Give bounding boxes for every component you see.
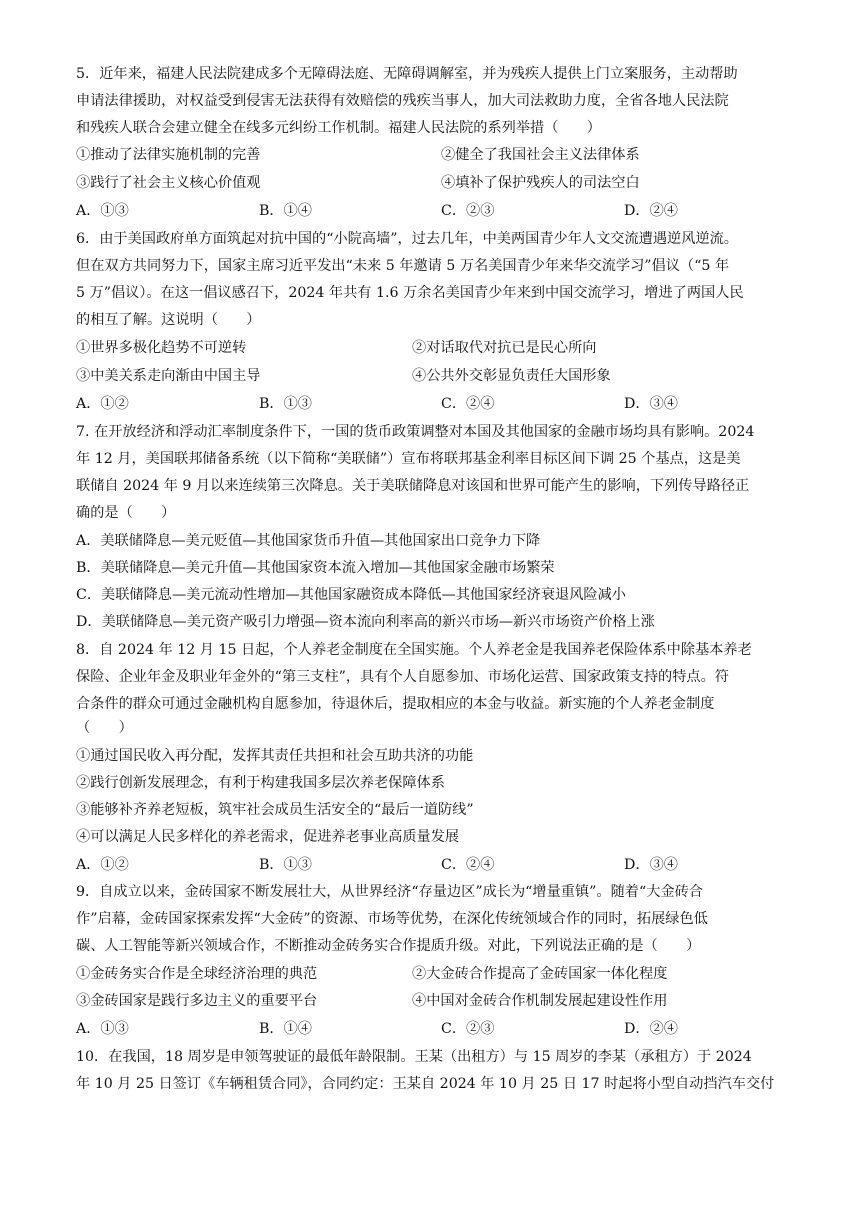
q5-statement-4: ④填补了保护残疾人的司法空白 [441,175,640,191]
q6-stem-line-4: 的相互了解。这说明（ ） [76,312,261,328]
q7-option-d: D．美联储降息—美元资产吸引力增强—资本流向利率高的新兴市场—新兴市场资产价格上涨 [76,614,655,630]
q9-option-a: A．①③ [76,1021,129,1037]
q6-option-a: A．①② [76,396,129,412]
q7-stem-line-4: 确的是（ ） [76,505,176,521]
q8-option-d: D．③④ [624,857,678,873]
q7-stem-line-3: 联储自 2024 年 9 月以来连续第三次降息。关于美联储降息对该国和世界可能产生的影响，下列传导路径正 [76,478,750,494]
q9-option-b: B．①④ [259,1021,312,1037]
q7-option-a: A．美联储降息—美元贬值—其他国家货币升值—其他国家出口竞争力下降 [76,533,541,549]
q6-statement-2: ②对话取代对抗已是民心所向 [412,340,597,356]
q6-option-b: B．①③ [259,396,312,412]
q8-statement-1: ①通过国民收入再分配，发挥其责任共担和社会互助共济的功能 [76,748,474,764]
q8-statement-2: ②践行创新发展理念，有利于构建我国多层次养老保障体系 [76,775,445,791]
q5-statement-3: ③践行了社会主义核心价值观 [76,175,261,191]
q5-stem-line-3: 和残疾人联合会建立健全在线多元纠纷工作机制。福建人民法院的系列举措（ ） [76,120,601,136]
q8-stem-line-1: 8．自 2024 年 12 月 15 日起，个人养老金制度在全国实施。个人养老金是我国养老保险体系中除基本养老 [76,642,752,658]
q6-statement-1: ①世界多极化趋势不可逆转 [76,340,247,356]
q5-stem-line-2: 申请法律援助，对权益受到侵害无法获得有效赔偿的残疾当事人，加大司法救助力度，全省各地人民法院 [76,93,729,109]
q10-stem-line-2: 年 10 月 25 日签订《车辆租赁合同》，合同约定：王某自 2024 年 10 月 25 日 17 时起将小型自动挡汽车交付 [76,1076,775,1092]
q9-stem-line-1: 9．自成立以来，金砖国家不断发展壮大，从世界经济“存量边区”成长为“增量重镇”。随着“大金砖合 [76,884,703,900]
q7-stem-line-1: 7. 在开放经济和浮动汇率制度条件下，一国的货币政策调整对本国及其他国家的金融市场均具有影响。2024 [76,424,755,440]
q8-stem-line-4: （ ） [76,720,133,736]
q6-statement-3: ③中美关系走向渐由中国主导 [76,368,261,384]
q8-option-a: A．①② [76,857,129,873]
q8-option-b: B．①③ [259,857,312,873]
q9-statement-1: ①金砖务实合作是全球经济治理的典范 [76,966,318,982]
q7-option-c: C．美联储降息—美元流动性增加—其他国家融资成本降低—其他国家经济衰退风险减小 [76,587,626,603]
q9-statement-4: ④中国对金砖合作机制发展起建设性作用 [412,993,668,1009]
q5-stem-line-1: 5．近年来，福建人民法院建成多个无障碍法庭、无障碍调解室，并为残疾人提供上门立案服务，主动帮助 [76,66,738,82]
q6-stem-line-1: 6．由于美国政府单方面筑起对抗中国的“小院高墙”，过去几年，中美两国青少年人文交流遭遇逆风逆流。 [76,231,738,247]
q9-statement-3: ③金砖国家是践行多边主义的重要平台 [76,993,318,1009]
q10-stem-line-1: 10．在我国，18 周岁是申领驾驶证的最低年龄限制。王某（出租方）与 15 周岁的李某（承租方）于 2024 [76,1049,752,1065]
q6-stem-line-2: 但在双方共同努力下，国家主席习近平发出“未来 5 年邀请 5 万名美国青少年来华交流学习”倡议（“5 年 [76,258,730,274]
q6-option-c: C．②④ [441,396,495,412]
q9-statement-2: ②大金砖合作提高了金砖国家一体化程度 [412,966,668,982]
q5-option-b: B．①④ [259,203,312,219]
q5-option-a: A．①③ [76,203,129,219]
q5-option-d: D．②④ [624,203,678,219]
q8-stem-line-3: 合条件的群众可通过金融机构自愿参加，待退休后，提取相应的本金与收益。新实施的个人养老金制度 [76,696,715,712]
q6-option-d: D．③④ [624,396,678,412]
q9-option-c: C．②③ [441,1021,495,1037]
q6-statement-4: ④公共外交彰显负责任大国形象 [412,368,611,384]
q9-stem-line-3: 碳、人工智能等新兴领域合作，不断推动金砖务实合作提质升级。对此，下列说法正确的是（ ） [76,938,701,954]
q5-statement-2: ②健全了我国社会主义法律体系 [441,147,640,163]
q5-statement-1: ①推动了法律实施机制的完善 [76,147,261,163]
q8-option-c: C．②④ [441,857,495,873]
q5-option-c: C．②③ [441,203,495,219]
q8-statement-4: ④可以满足人民多样化的养老需求，促进养老事业高质量发展 [76,829,460,845]
q7-option-b: B．美联储降息—美元升值—其他国家资本流入增加—其他国家金融市场繁荣 [76,560,555,576]
q9-stem-line-2: 作”启幕，金砖国家探索发挥“大金砖”的资源、市场等优势，在深化传统领域合作的同时，拓展绿色低 [76,911,708,927]
q9-option-d: D．②④ [624,1021,678,1037]
q6-stem-line-3: 5 万”倡议）。在这一倡议感召下，2024 年共有 1.6 万余名美国青少年来到中国交流学习，增进了两国人民 [76,285,744,301]
q8-statement-3: ③能够补齐养老短板，筑牢社会成员生活安全的“最后一道防线” [76,802,474,818]
q7-stem-line-2: 年 12 月，美国联邦储备系统（以下简称“美联储”）宣布将联邦基金利率目标区间下调 25 个基点，这是美 [76,451,741,467]
q8-stem-line-2: 保险、企业年金及职业年金外的“第三支柱”，具有个人自愿参加、市场化运营、国家政策支持的特点。符 [76,669,729,685]
